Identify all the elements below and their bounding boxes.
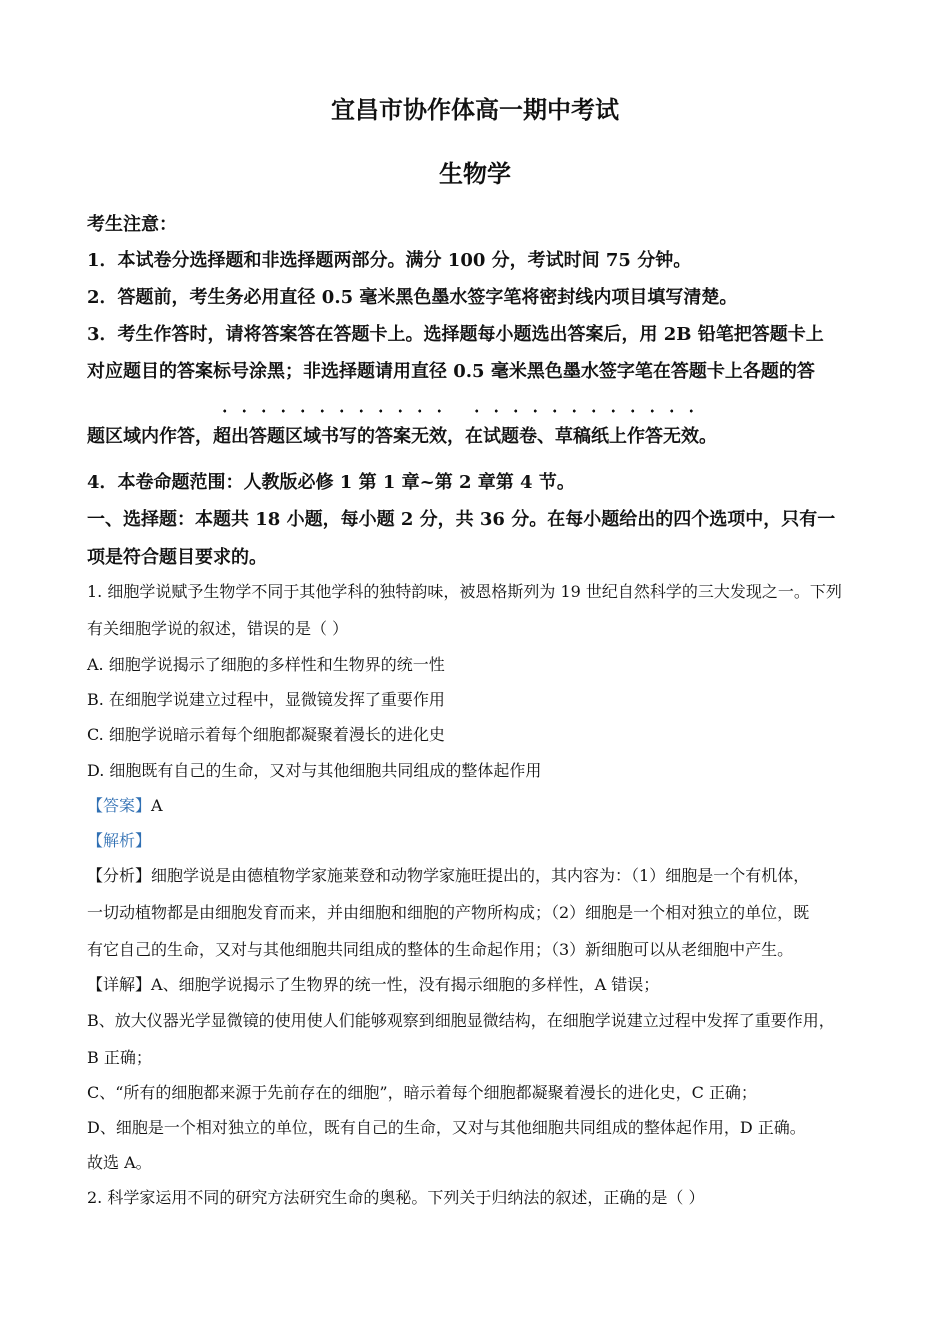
subject-title: 生物学 — [439, 159, 511, 188]
q1-fenxi-line3: 有它自己的生命，又对与其他细胞共同组成的整体的生命起作用；（3）新细胞可以从老细胞中产生。 — [87, 940, 794, 959]
answer-value: A — [151, 796, 163, 815]
q1-stem-line2: 有关细胞学说的叙述，错误的是（ ） — [87, 619, 349, 638]
q1-answer — [87, 793, 163, 816]
q1-conclusion: 故选 A。 — [87, 1153, 152, 1172]
notice-item-3-line3 — [87, 422, 717, 448]
answer-tag: 【答案】 — [87, 796, 152, 815]
xiangjie-tag: 【详解】 — [87, 975, 152, 994]
section-heading-line1: 一、选择题：本题共 18 小题，每小题 2 分，共 36 分。在每小题给出的四个选项中，只有一 — [87, 509, 836, 530]
q1-xiangjie-b1: B、放大仪器光学显微镜的使用使人们能够观察到细胞显微结构，在细胞学说建立过程中发挥了重要作用， — [87, 1011, 835, 1030]
notice-item-3-part-c: ， — [447, 426, 465, 447]
notice-item-1: 1．本试卷分选择题和非选择题两部分。满分 100 分，考试时间 75 分钟。 — [87, 250, 692, 271]
q1-option-a: A. 细胞学说揭示了细胞的多样性和生物界的统一性 — [87, 655, 445, 674]
q1-xiangjie-b2: B 正确； — [87, 1048, 152, 1067]
q2-stem-line1: 2. 科学家运用不同的研究方法研究生命的奥秘。下列关于归纳法的叙述，正确的是（ ） — [87, 1188, 705, 1207]
notice-item-3-part-e: 。 — [699, 426, 717, 447]
fenxi-tag: 【分析】 — [87, 866, 152, 885]
q1-option-c: C. 细胞学说暗示着每个细胞都凝聚着漫长的进化史 — [87, 725, 445, 744]
q1-fenxi-line2: 一切动植物都是由细胞发育而来，并由细胞和细胞的产物所构成；（2）细胞是一个相对独立的单位，既 — [87, 903, 810, 922]
exam-title: 宜昌市协作体高一期中考试 — [331, 95, 619, 124]
q1-xiangjie-a: 【详解】A、细胞学说揭示了生物界的统一性，没有揭示细胞的多样性，A 错误； — [87, 975, 660, 994]
emphasis-dotted-text-1: 超出答题区域书写的答案无效 — [213, 426, 447, 447]
q1-stem-line1: 1. 细胞学说赋予生物学不同于其他学科的独特韵味，被恩格斯列为 19 世纪自然科学的三大发现之一。下列 — [87, 582, 842, 601]
notice-item-3-part-a: 题区域内作答， — [87, 426, 213, 447]
notice-item-3-line1: 3．考生作答时，请将答案答在答题卡上。选择题每小题选出答案后，用 2B 铅笔把答题卡上 — [87, 324, 824, 345]
q1-fenxi-line1: 【分析】细胞学说是由德植物学家施莱登和动物学家施旺提出的，其内容为：（1）细胞是一个有机体， — [87, 866, 810, 885]
q1-xiangjie-d: D、细胞是一个相对独立的单位，既有自己的生命，又对与其他细胞共同组成的整体起作用，D 正确。 — [87, 1118, 806, 1137]
q1-xiangjie-c: C、“所有的细胞都来源于先前存在的细胞”，暗示着每个细胞都凝聚着漫长的进化史，C 正确； — [87, 1083, 757, 1102]
notice-item-2: 2．答题前，考生务必用直径 0.5 毫米黑色墨水签字笔将密封线内项目填写清楚。 — [87, 287, 738, 308]
notice-item-4: 4．本卷命题范围：人教版必修 1 第 1 章~第 2 章第 4 节。 — [87, 472, 575, 493]
emphasis-dots — [465, 409, 699, 415]
section-heading-line2: 项是符合题目要求的。 — [87, 547, 267, 568]
notice-heading: 考生注意： — [87, 214, 177, 235]
emphasis-dots — [213, 409, 447, 415]
notice-item-3-line2: 对应题目的答案标号涂黑；非选择题请用直径 0.5 毫米黑色墨水签字笔在答题卡上各题的答 — [87, 361, 815, 382]
q1-option-d: D. 细胞既有自己的生命，又对与其他细胞共同组成的整体起作用 — [87, 761, 542, 780]
analysis-tag: 【解析】 — [87, 831, 152, 850]
emphasis-dotted-text-2: 在试题卷、草稿纸上作答无效 — [465, 426, 699, 447]
q1-option-b: B. 在细胞学说建立过程中，显微镜发挥了重要作用 — [87, 690, 445, 709]
